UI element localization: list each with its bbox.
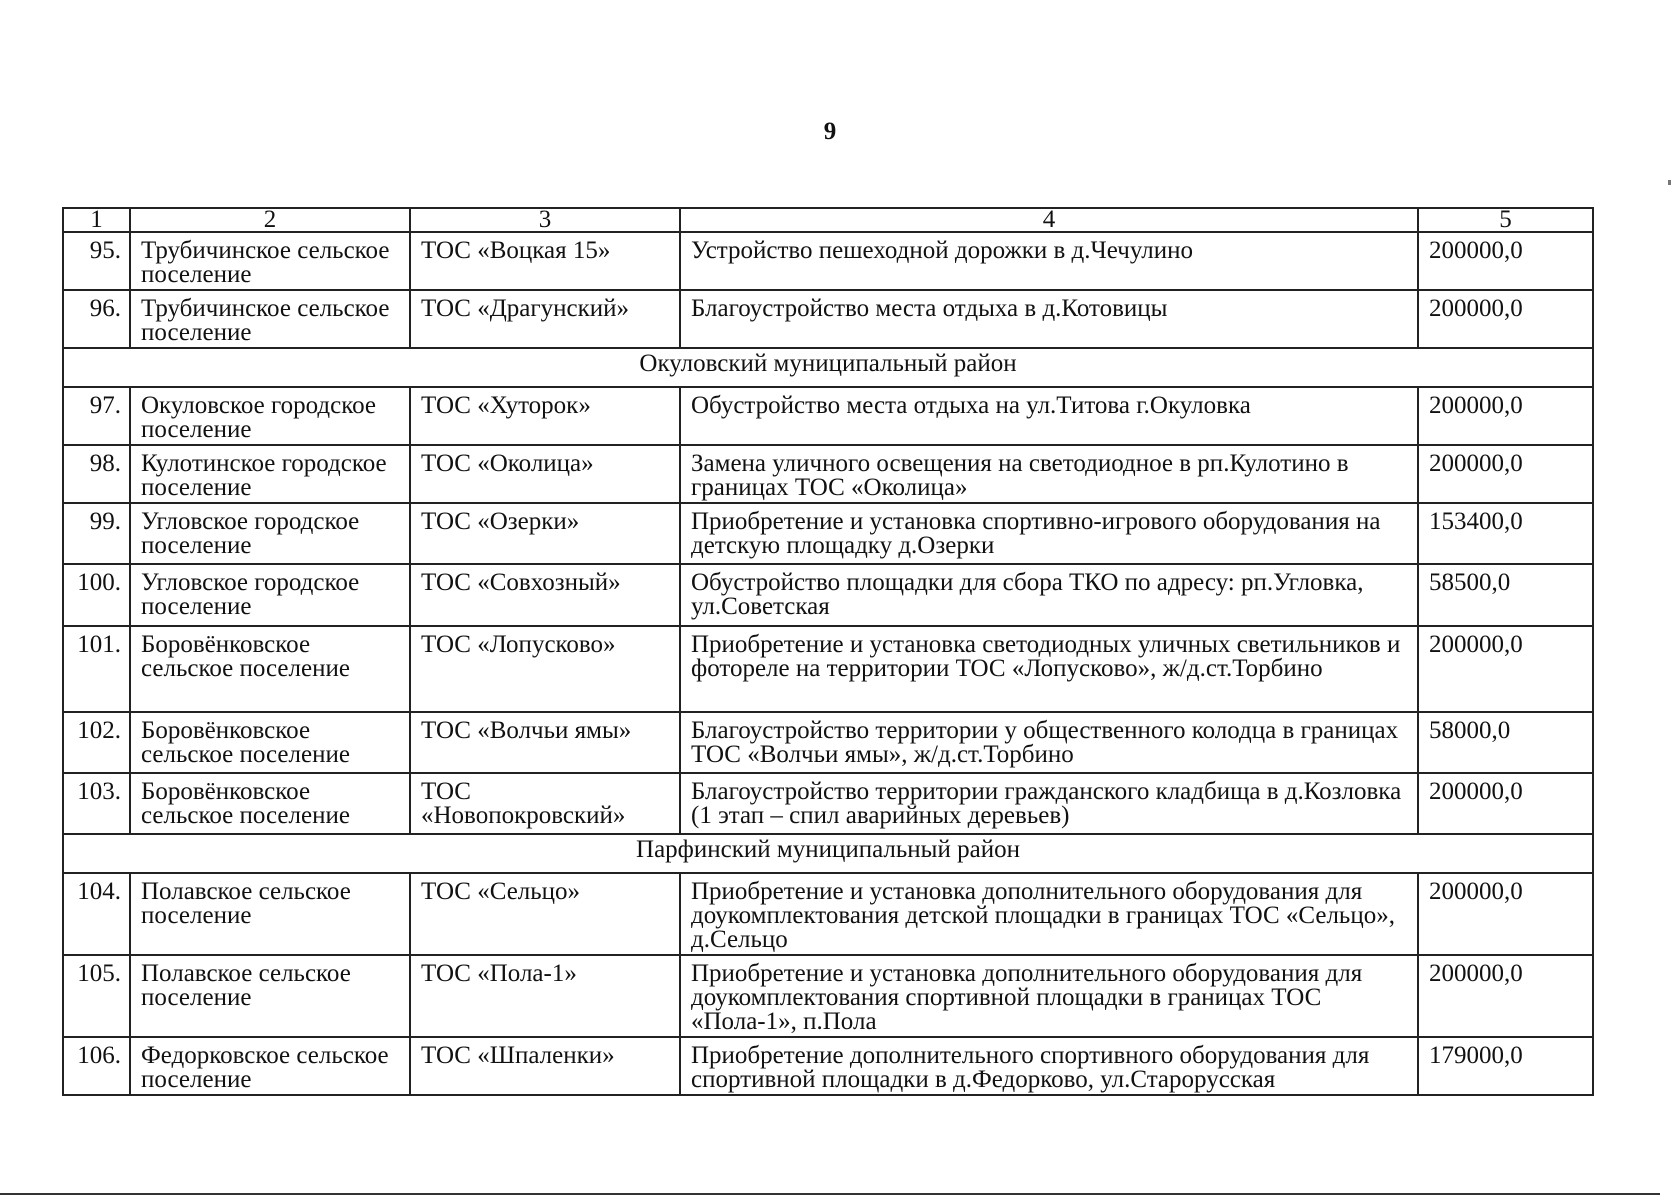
settlement-cell: Боровёнковское сельское поселение xyxy=(130,773,410,834)
description-cell: Благоустройство места отдыха в д.Котовицы xyxy=(680,290,1418,348)
section-title: Окуловский муниципальный район xyxy=(63,348,1593,387)
column-number: 5 xyxy=(1418,208,1593,232)
amount-cell: 200000,0 xyxy=(1418,873,1593,955)
bottom-rule xyxy=(0,1193,1660,1195)
description-cell: Приобретение и установка спортивно-игрового оборудования на детскую площадку д.Озерки xyxy=(680,503,1418,564)
description-cell: Устройство пешеходной дорожки в д.Чечулино xyxy=(680,232,1418,290)
row-number: 96. xyxy=(63,290,130,348)
settlement-cell: Боровёнковское сельское поселение xyxy=(130,712,410,773)
tos-cell: ТОС «Воцкая 15» xyxy=(410,232,680,290)
settlement-cell: Окуловское городское поселение xyxy=(130,387,410,445)
tos-cell: ТОС «Волчьи ямы» xyxy=(410,712,680,773)
row-number: 98. xyxy=(63,445,130,503)
table-row xyxy=(63,1037,1593,1095)
table-row xyxy=(63,290,1593,348)
section-row xyxy=(63,834,1593,873)
description-cell: Приобретение и установка дополнительного оборудования для доукомплектования спортивной площадки в границах ТОС «Пола-1», п.Пола xyxy=(680,955,1418,1037)
amount-cell: 58000,0 xyxy=(1418,712,1593,773)
description-cell: Обустройство площадки для сбора ТКО по адресу: рп.Угловка, ул.Советская xyxy=(680,564,1418,626)
table-row xyxy=(63,955,1593,1037)
amount-cell: 200000,0 xyxy=(1418,955,1593,1037)
settlement-cell: Угловское городское поселение xyxy=(130,564,410,626)
scan-speck xyxy=(1668,180,1671,185)
column-number: 4 xyxy=(680,208,1418,232)
settlement-cell: Боровёнковское сельское поселение xyxy=(130,626,410,712)
column-number-row xyxy=(63,208,1593,232)
table-row xyxy=(63,712,1593,773)
table-row xyxy=(63,445,1593,503)
settlement-cell: Федорковское сельское поселение xyxy=(130,1037,410,1095)
tos-cell: ТОС «Совхозный» xyxy=(410,564,680,626)
amount-cell: 58500,0 xyxy=(1418,564,1593,626)
description-cell: Обустройство места отдыха на ул.Титова г.Окуловка xyxy=(680,387,1418,445)
column-number: 1 xyxy=(63,208,130,232)
settlement-cell: Кулотинское городское поселение xyxy=(130,445,410,503)
row-number: 102. xyxy=(63,712,130,773)
tos-cell: ТОС «Хуторок» xyxy=(410,387,680,445)
amount-cell: 200000,0 xyxy=(1418,626,1593,712)
tos-cell: ТОС «Шпаленки» xyxy=(410,1037,680,1095)
row-number: 104. xyxy=(63,873,130,955)
settlement-cell: Полавское сельское поселение xyxy=(130,955,410,1037)
amount-cell: 200000,0 xyxy=(1418,773,1593,834)
row-number: 99. xyxy=(63,503,130,564)
tos-cell: ТОС «Драгунский» xyxy=(410,290,680,348)
description-cell: Благоустройство территории гражданского кладбища в д.Козловка (1 этап – спил аварийных деревьев) xyxy=(680,773,1418,834)
grants-table xyxy=(62,207,1594,1096)
description-cell: Приобретение и установка дополнительного оборудования для доукомплектования детской площадки в границах ТОС «Сельцо», д.Сельцо xyxy=(680,873,1418,955)
tos-cell: ТОС «Околица» xyxy=(410,445,680,503)
row-number: 106. xyxy=(63,1037,130,1095)
page-number: 9 xyxy=(823,118,837,145)
table-row xyxy=(63,503,1593,564)
tos-cell: ТОС «Озерки» xyxy=(410,503,680,564)
table-row xyxy=(63,232,1593,290)
amount-cell: 200000,0 xyxy=(1418,445,1593,503)
table-row xyxy=(63,773,1593,834)
settlement-cell: Угловское городское поселение xyxy=(130,503,410,564)
description-cell: Приобретение дополнительного спортивного оборудования для спортивной площадки в д.Федорково, ул.Старорусская xyxy=(680,1037,1418,1095)
table-row xyxy=(63,387,1593,445)
row-number: 103. xyxy=(63,773,130,834)
amount-cell: 200000,0 xyxy=(1418,290,1593,348)
column-number: 3 xyxy=(410,208,680,232)
amount-cell: 179000,0 xyxy=(1418,1037,1593,1095)
settlement-cell: Полавское сельское поселение xyxy=(130,873,410,955)
row-number: 105. xyxy=(63,955,130,1037)
settlement-cell: Трубичинское сельское поселение xyxy=(130,232,410,290)
table-row xyxy=(63,873,1593,955)
tos-cell: ТОС «Сельцо» xyxy=(410,873,680,955)
row-number: 97. xyxy=(63,387,130,445)
section-row xyxy=(63,348,1593,387)
amount-cell: 153400,0 xyxy=(1418,503,1593,564)
table-row xyxy=(63,626,1593,712)
amount-cell: 200000,0 xyxy=(1418,387,1593,445)
amount-cell: 200000,0 xyxy=(1418,232,1593,290)
section-title: Парфинский муниципальный район xyxy=(63,834,1593,873)
tos-cell: ТОС «Новопокровский» xyxy=(410,773,680,834)
row-number: 95. xyxy=(63,232,130,290)
description-cell: Замена уличного освещения на светодиодное в рп.Кулотино в границах ТОС «Околица» xyxy=(680,445,1418,503)
description-cell: Благоустройство территории у общественного колодца в границах ТОС «Волчьи ямы», ж/д.ст.Торбино xyxy=(680,712,1418,773)
column-number: 2 xyxy=(130,208,410,232)
description-cell: Приобретение и установка светодиодных уличных светильников и фотореле на территории ТОС «Лопусково», ж/д.ст.Торбино xyxy=(680,626,1418,712)
row-number: 101. xyxy=(63,626,130,712)
table-row xyxy=(63,564,1593,626)
tos-cell: ТОС «Пола-1» xyxy=(410,955,680,1037)
tos-cell: ТОС «Лопусково» xyxy=(410,626,680,712)
row-number: 100. xyxy=(63,564,130,626)
settlement-cell: Трубичинское сельское поселение xyxy=(130,290,410,348)
